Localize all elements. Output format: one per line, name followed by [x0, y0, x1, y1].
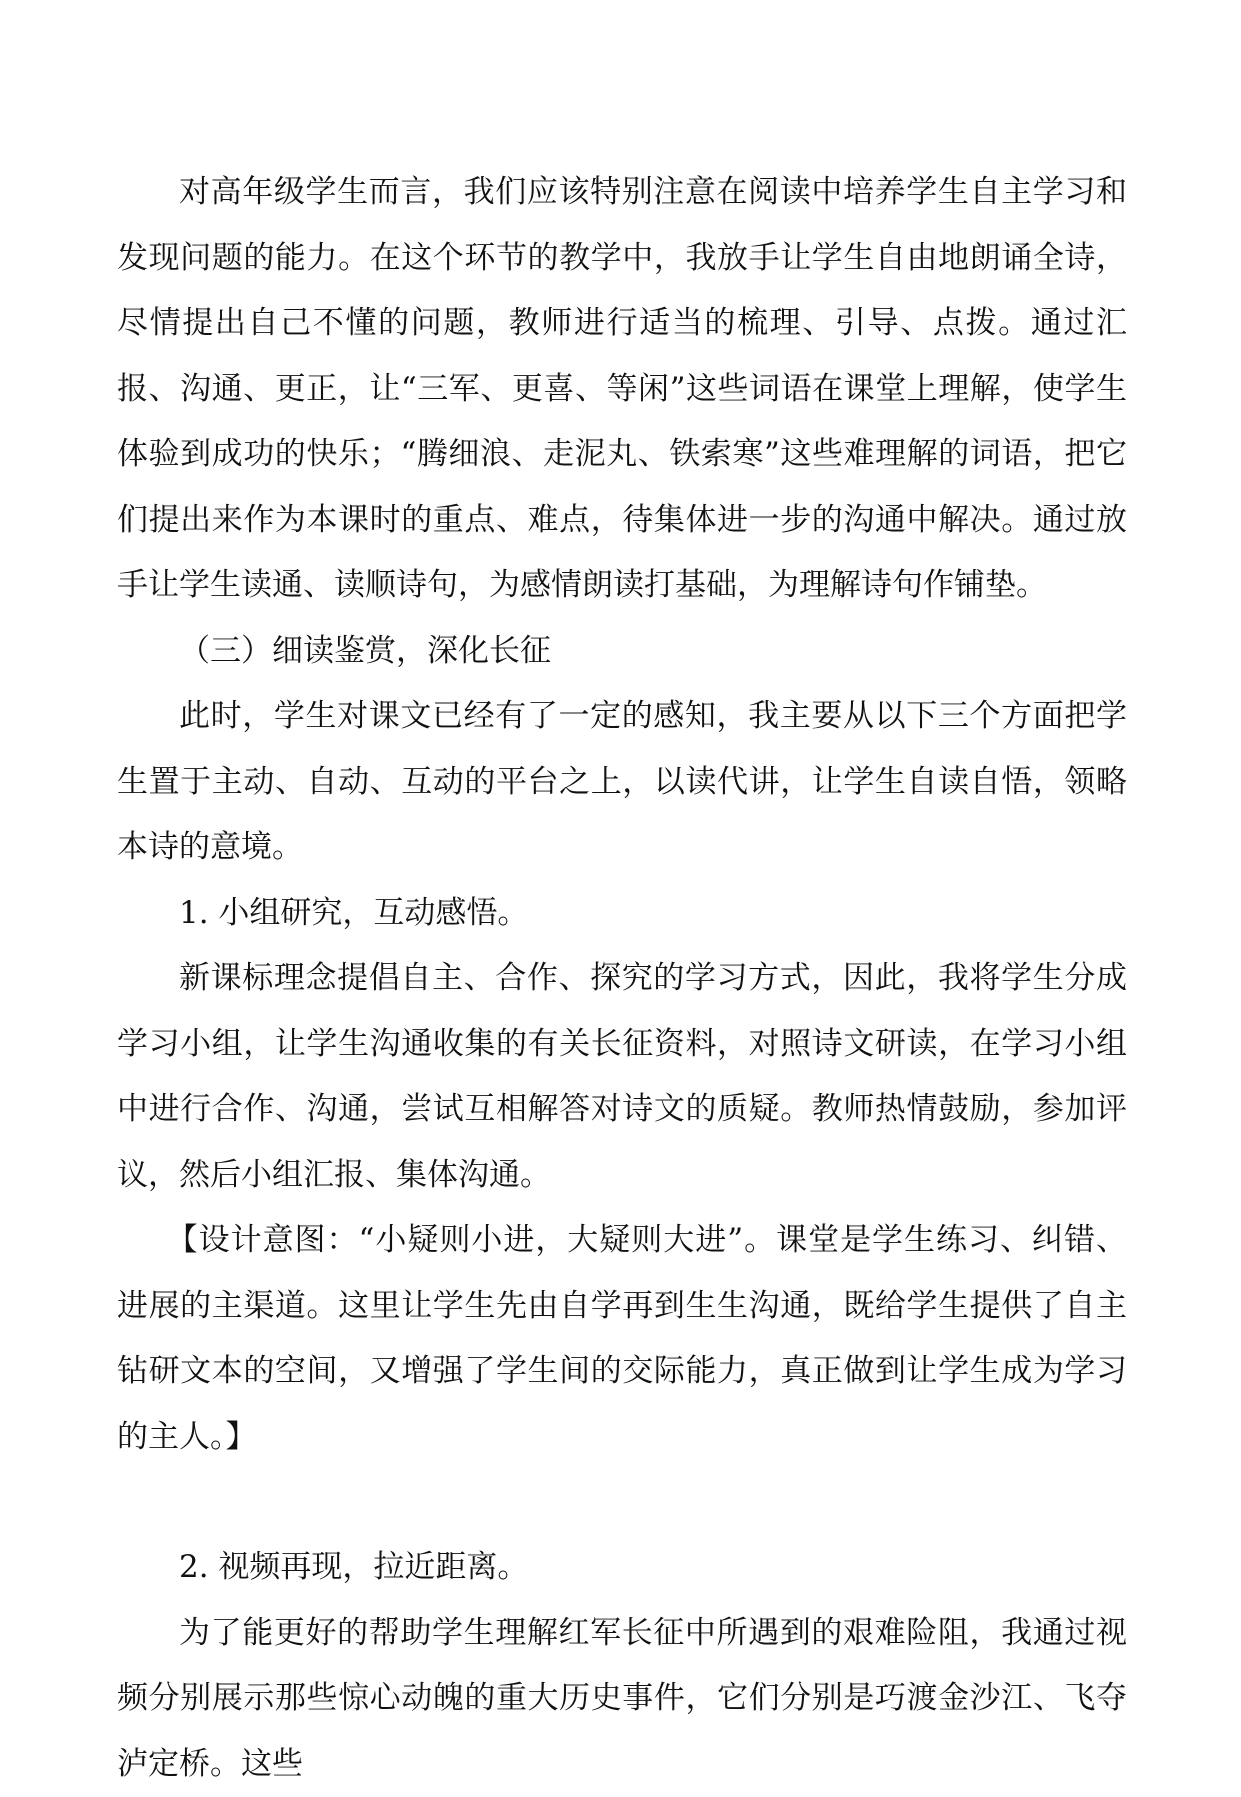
- subheading-group-study: 1. 小组研究，互动感悟。: [117, 881, 1127, 947]
- section-heading-three: （三）细读鉴赏，深化长征: [117, 619, 1127, 685]
- paragraph-video: 为了能更好的帮助学生理解红军长征中所遇到的艰难险阻，我通过视频分别展示那些惊心动魄的重大历史事件，它们分别是巧渡金沙江、飞夺泸定桥。这些: [117, 1601, 1127, 1797]
- paragraph-group-study: 新课标理念提倡自主、合作、探究的学习方式，因此，我将学生分成学习小组，让学生沟通收集的有关长征资料，对照诗文研读，在学习小组中进行合作、沟通，尝试互相解答对诗文的质疑。教师热情鼓励，参加评议，然后小组汇报、集体沟通。: [117, 946, 1127, 1208]
- design-intent-note: 【设计意图：“小疑则小进，大疑则大进”。课堂是学生练习、纠错、进展的主渠道。这里让学生先由自学再到生生沟通，既给学生提供了自主钻研文本的空间，又增强了学生间的交际能力，真正做到让学生成为学习的主人。】: [117, 1208, 1127, 1470]
- paragraph-perception: 此时，学生对课文已经有了一定的感知，我主要从以下三个方面把学生置于主动、自动、互动的平台之上，以读代讲，让学生自读自悟，领略本诗的意境。: [117, 684, 1127, 881]
- subheading-video: 2. 视频再现，拉近距离。: [117, 1535, 1127, 1601]
- paragraph-reading-ability: 对高年级学生而言，我们应该特别注意在阅读中培养学生自主学习和发现问题的能力。在这个环节的教学中，我放手让学生自由地朗诵全诗，尽情提出自己不懂的问题，教师进行适当的梳理、引导、点拨。通过汇报、沟通、更正，让“三军、更喜、等闲”这些词语在课堂上理解，使学生体验到成功的快乐；“腾细浪、走泥丸、铁索寒”这些难理解的词语，把它们提出来作为本课时的重点、难点，待集体进一步的沟通中解决。通过放手让学生读通、读顺诗句，为感情朗读打基础，为理解诗句作铺垫。: [117, 160, 1127, 619]
- document-body: [117, 160, 1127, 1797]
